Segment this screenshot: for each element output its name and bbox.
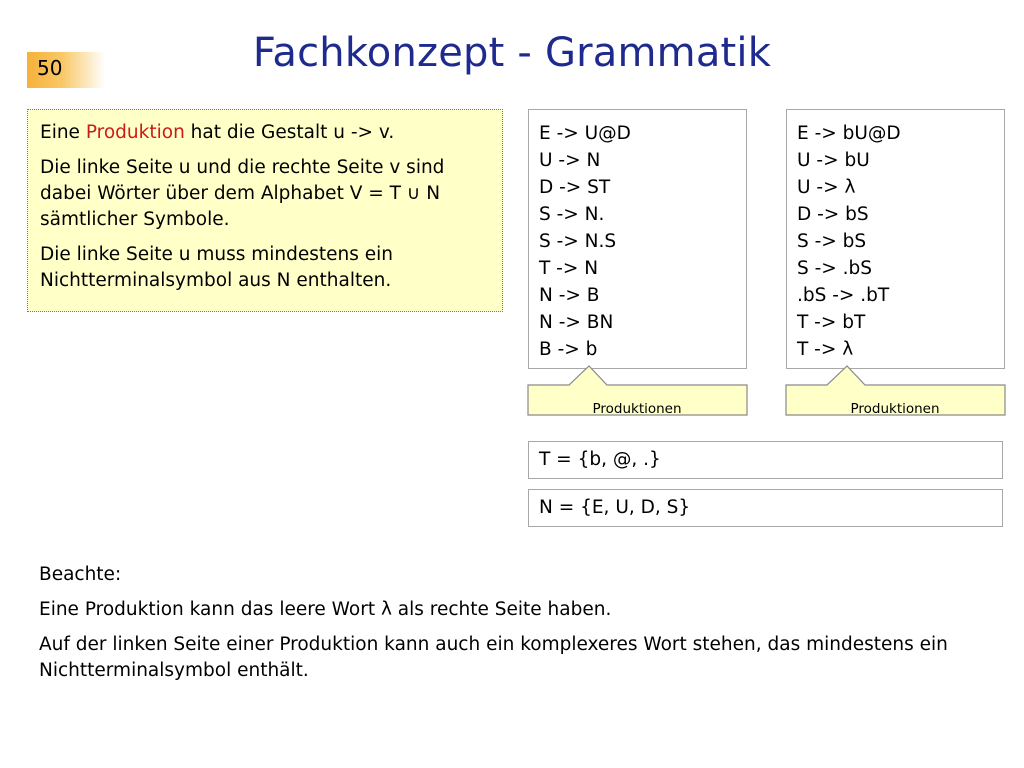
productions-box-left [528,109,747,369]
production-rule: T -> N [539,258,599,279]
definition-para-2: Die linke Seite u und die rechte Seite v sind dabei Wörter über dem Alphabet V = T ∪ N sämtlicher Symbole. [40,157,445,230]
production-rule: T -> λ [797,339,854,360]
production-rule: S -> N. [539,204,605,225]
callout-label: Produktionen [850,401,940,417]
note-para-2: Auf der linken Seite einer Produktion kann auch ein komplexeres Wort stehen, das mindestens ein Nichtterminalsymbol enthält. [39,634,948,681]
nonterminal-set-box: N = {E, U, D, S} [528,489,1003,527]
production-rule: T -> bT [797,312,866,333]
production-rule: D -> ST [539,177,611,198]
production-rule: E -> bU@D [797,123,901,144]
production-rule: N -> BN [539,312,614,333]
definition-box [27,109,503,312]
production-rule: N -> B [539,285,600,306]
production-rule: .bS -> .bT [797,285,890,306]
page-title: Fachkonzept - Grammatik [252,30,772,76]
callout-label: Produktionen [592,401,682,417]
callout-productions-right [785,364,1007,422]
definition-text: hat die Gestalt u -> v. [184,122,395,143]
production-rule: S -> .bS [797,258,873,279]
production-rule: B -> b [539,339,598,360]
production-rule: U -> N [539,150,601,171]
callout-productions-left [527,364,749,422]
note-para-1: Eine Produktion kann das leere Wort λ als rechte Seite haben. [39,599,612,620]
slide-number: 50 [37,56,63,80]
definition-text: Eine [40,122,86,143]
terminal-set-box: T = {b, @, .} [528,441,1003,479]
production-rule: S -> bS [797,231,867,252]
production-rule: U -> bU [797,150,870,171]
production-rule: D -> bS [797,204,869,225]
production-rule: U -> λ [797,177,856,198]
production-rule: E -> U@D [539,123,631,144]
production-rule: S -> N.S [539,231,617,252]
note-heading: Beachte: [39,564,122,585]
definition-line-1 [40,120,490,146]
definition-para-3: Die linke Seite u muss mindestens ein Nichtterminalsymbol aus N enthalten. [40,244,394,291]
note-section [39,562,999,693]
productions-box-right [786,109,1005,369]
highlight-term: Produktion [85,122,185,143]
